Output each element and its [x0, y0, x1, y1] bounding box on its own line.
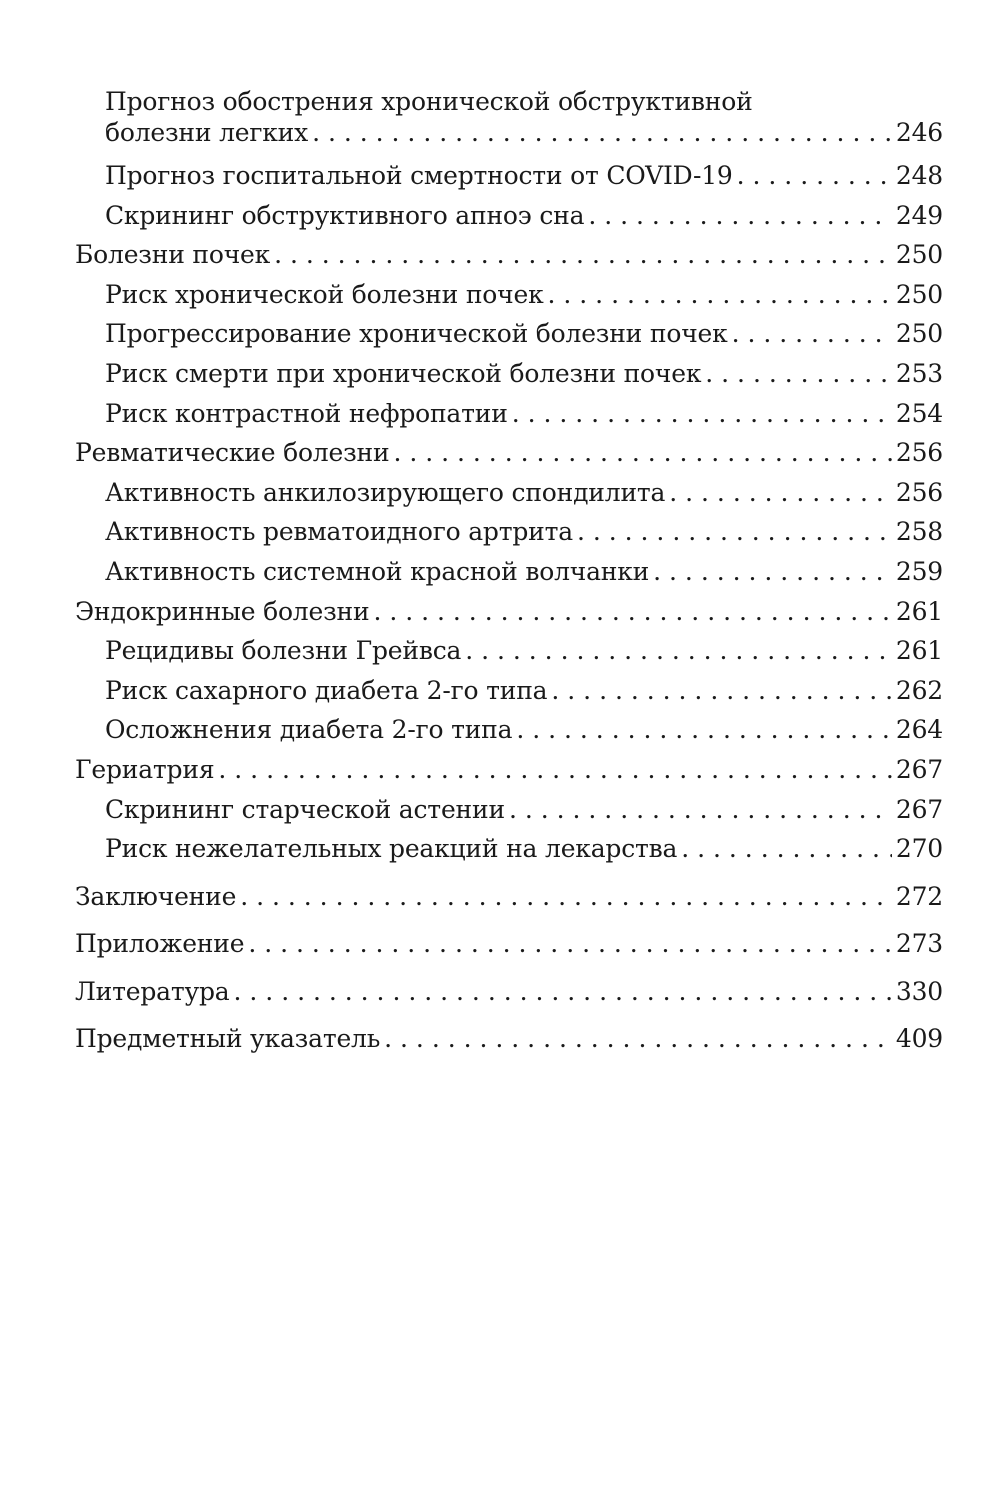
dot-leader: [274, 235, 892, 275]
toc-entry-line: [105, 86, 943, 117]
toc-entry-title: Скрининг старческой астении: [105, 794, 505, 824]
dot-leader: [681, 829, 892, 869]
dot-leader: [373, 592, 891, 632]
toc-entry-title: Рецидивы болезни Грейвса: [105, 636, 462, 666]
dot-leader: [705, 354, 892, 394]
toc-entry-page: 409: [895, 1024, 943, 1054]
toc-entry-sleep-apnea: [75, 196, 943, 236]
dot-leader: [577, 512, 892, 552]
dot-leader: [234, 972, 892, 1012]
toc-section-title: Эндокринные болезни: [75, 596, 370, 626]
toc-entry-ckd-risk: [75, 275, 943, 315]
toc-section-title: Приложение: [75, 929, 245, 959]
toc-section-title: Ревматические болезни: [75, 438, 390, 468]
toc-entry-page: 267: [895, 794, 943, 824]
dot-leader: [465, 631, 892, 671]
toc-entry-page: 259: [895, 556, 943, 586]
dot-leader: [512, 394, 892, 434]
toc-entry-title: Скрининг обструктивного апноэ сна: [105, 200, 585, 230]
toc-section-conclusion: [75, 877, 943, 917]
dot-leader: [737, 156, 892, 196]
toc-entry-lupus: [75, 552, 943, 592]
dot-leader: [218, 750, 891, 790]
toc-entry-contrast-nephropathy: [75, 394, 943, 434]
toc-entry-page: 256: [895, 438, 943, 468]
toc-entry-title: Риск хронической болезни почек: [105, 279, 544, 309]
toc-entry-page: 250: [895, 319, 943, 349]
toc-section-title: Заключение: [75, 881, 237, 911]
toc-entry-diabetes-complications: [75, 710, 943, 750]
toc-entry-page: 249: [895, 200, 943, 230]
toc-entry-ckd-progression: [75, 314, 943, 354]
toc-entry-page: 262: [895, 675, 943, 705]
toc-entry-adverse-drug-reactions: [75, 829, 943, 869]
toc-entry-title: Прогноз госпитальной смертности от COVID-19: [105, 161, 733, 190]
toc-entry-title: болезни легких: [105, 118, 309, 147]
toc-entry-title: Риск сахарного диабета 2-го типа: [105, 675, 548, 705]
toc-entry-title: Прогноз обострения хронической обструктивной: [105, 87, 753, 116]
toc-entry-title: Риск нежелательных реакций на лекарства: [105, 834, 678, 864]
toc-entry-page: 272: [895, 881, 943, 911]
dot-leader: [588, 196, 892, 236]
toc-entry-rheumatoid-arthritis: [75, 512, 943, 552]
toc-section-rheumatic: [75, 433, 943, 473]
toc-entry-page: 264: [895, 715, 943, 745]
toc-section-subject-index: [75, 1019, 943, 1059]
toc-entry-page: 250: [895, 279, 943, 309]
toc-section-endocrine: [75, 592, 943, 632]
dot-leader: [551, 671, 891, 711]
toc-entry-page: 261: [895, 636, 943, 666]
dot-leader: [240, 877, 892, 917]
toc-entry-page: 267: [895, 754, 943, 784]
toc-entry-ckd-death: [75, 354, 943, 394]
toc-entry-ankylosing-spondylitis: [75, 473, 943, 513]
toc-entry-page: 270: [895, 834, 943, 864]
toc-entry-page: 273: [895, 929, 943, 959]
toc-entry-title: Прогрессирование хронической болезни почек: [105, 319, 728, 349]
toc-entry-page: 261: [895, 596, 943, 626]
dot-leader: [669, 473, 892, 513]
toc-entry-page: 254: [895, 398, 943, 428]
toc-entry-frailty-screening: [75, 790, 943, 830]
toc-section-title: Предметный указатель: [75, 1024, 381, 1054]
dot-leader: [509, 790, 892, 830]
dot-leader: [516, 710, 892, 750]
dot-leader: [312, 117, 892, 148]
toc-entry-title: Осложнения диабета 2-го типа: [105, 715, 513, 745]
toc-entry-line: [105, 117, 943, 148]
toc-entry-page: 253: [895, 358, 943, 388]
toc-entry-page: 246: [895, 118, 943, 147]
dot-leader: [548, 275, 892, 315]
dot-leader: [732, 314, 892, 354]
table-of-contents: [75, 86, 943, 1059]
dot-leader: [653, 552, 892, 592]
toc-section-references: [75, 972, 943, 1012]
dot-leader: [384, 1019, 892, 1059]
toc-entry-covid-mortality: [75, 156, 943, 196]
toc-section-title: Болезни почек: [75, 240, 271, 270]
toc-entry-title: Активность анкилозирующего спондилита: [105, 477, 666, 507]
toc-section-kidney: [75, 235, 943, 275]
toc-section-title: Литература: [75, 976, 230, 1006]
toc-entry-page: 256: [895, 477, 943, 507]
toc-entry-graves-relapse: [75, 631, 943, 671]
toc-entry-page: 248: [895, 161, 943, 190]
toc-entry-diabetes-risk: [75, 671, 943, 711]
dot-leader: [248, 924, 892, 964]
toc-entry-page: 330: [895, 976, 943, 1006]
toc-entry-page: 250: [895, 240, 943, 270]
toc-section-geriatrics: [75, 750, 943, 790]
toc-section-appendix: [75, 924, 943, 964]
toc-entry-page: 258: [895, 517, 943, 547]
toc-section-title: Гериатрия: [75, 754, 215, 784]
toc-entry-title: Активность системной красной волчанки: [105, 556, 650, 586]
toc-entry-title: Риск смерти при хронической болезни почек: [105, 358, 702, 388]
dot-leader: [393, 433, 891, 473]
toc-entry-title: Активность ревматоидного артрита: [105, 517, 573, 547]
toc-entry-copd-exacerbation: [75, 86, 943, 148]
toc-entry-title: Риск контрастной нефропатии: [105, 398, 508, 428]
